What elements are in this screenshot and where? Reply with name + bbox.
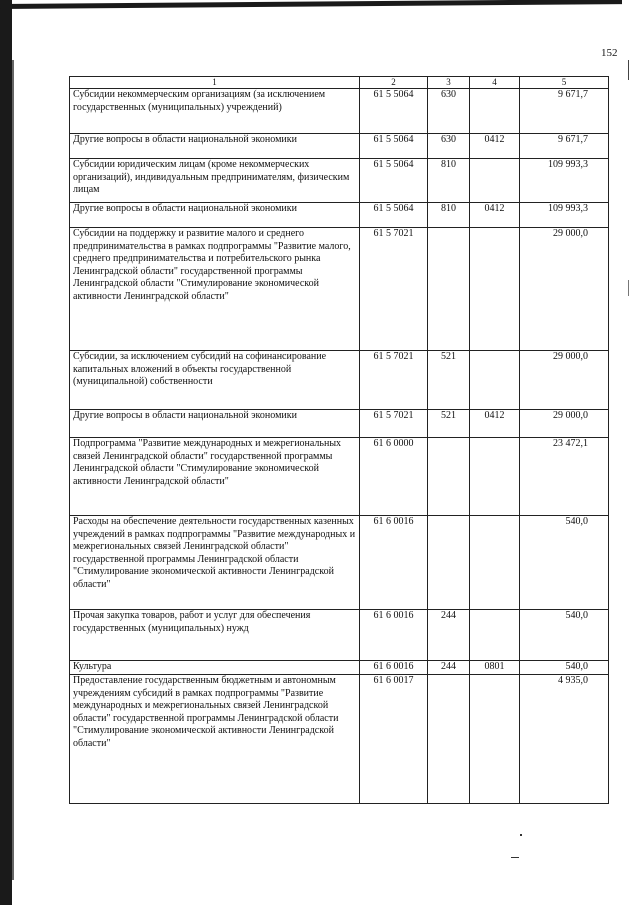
- scan-left-edge-line: [12, 60, 14, 880]
- row-code: 61 5 7021: [360, 351, 428, 410]
- header-cell: 2: [360, 77, 428, 89]
- header-cell: 5: [520, 77, 609, 89]
- row-type: [428, 516, 470, 610]
- row-amount: 9 671,7: [520, 134, 609, 159]
- header-cell: 3: [428, 77, 470, 89]
- row-code: 61 6 0000: [360, 438, 428, 516]
- row-type: 810: [428, 159, 470, 203]
- row-amount: 4 935,0: [520, 675, 609, 804]
- row-name: Субсидии юридическим лицам (кроме некоммерческих организаций), индивидуальным предпринимателям, физическим лицам: [70, 159, 360, 203]
- table-row: [70, 351, 609, 410]
- row-code: 61 6 0017: [360, 675, 428, 804]
- table-header-row: [70, 77, 609, 89]
- table-row: [70, 438, 609, 516]
- row-amount: 540,0: [520, 516, 609, 610]
- row-name: Другие вопросы в области национальной экономики: [70, 134, 360, 159]
- row-amount: 540,0: [520, 610, 609, 661]
- row-section: [470, 438, 520, 516]
- row-type: 521: [428, 410, 470, 438]
- row-code: 61 5 7021: [360, 410, 428, 438]
- row-type: 521: [428, 351, 470, 410]
- table-row: [70, 610, 609, 661]
- row-type: 630: [428, 134, 470, 159]
- row-amount: 9 671,7: [520, 89, 609, 134]
- row-type: 244: [428, 661, 470, 675]
- scan-top-border: [0, 0, 622, 9]
- row-amount: 109 993,3: [520, 203, 609, 228]
- row-type: 244: [428, 610, 470, 661]
- row-code: 61 5 5064: [360, 134, 428, 159]
- row-code: 61 6 0016: [360, 516, 428, 610]
- row-name: Культура: [70, 661, 360, 675]
- row-name: Подпрограмма "Развитие международных и межрегиональных связей Ленинградской области" государственной программы Ленинградской области "Стимулирование экономической активности Ленинградской области": [70, 438, 360, 516]
- budget-table: [69, 76, 609, 804]
- row-amount: 23 472,1: [520, 438, 609, 516]
- row-section: [470, 159, 520, 203]
- row-amount: 29 000,0: [520, 351, 609, 410]
- row-section: 0412: [470, 410, 520, 438]
- row-code: 61 5 5064: [360, 203, 428, 228]
- table-row: [70, 228, 609, 351]
- row-name: Другие вопросы в области национальной экономики: [70, 203, 360, 228]
- row-type: [428, 675, 470, 804]
- row-section: [470, 89, 520, 134]
- row-section: [470, 675, 520, 804]
- row-name: Субсидии, за исключением субсидий на софинансирование капитальных вложений в объекты государственной (муниципальной) собственности: [70, 351, 360, 410]
- row-section: [470, 228, 520, 351]
- row-name: Предоставление государственным бюджетным и автономным учреждениям субсидий в рамках подпрограммы "Развитие международных и межрегиональных связей Ленинградской области" государственной программы Ленинградской области "Стимулирование экономической активности Ленинградской области": [70, 675, 360, 804]
- row-name: Прочая закупка товаров, работ и услуг для обеспечения государственных (муниципальных) нужд: [70, 610, 360, 661]
- row-name: Другие вопросы в области национальной экономики: [70, 410, 360, 438]
- row-code: 61 6 0016: [360, 610, 428, 661]
- table-row: [70, 134, 609, 159]
- page-number: 152: [601, 47, 618, 59]
- row-amount: 29 000,0: [520, 410, 609, 438]
- row-type: 810: [428, 203, 470, 228]
- table-row: [70, 661, 609, 675]
- row-code: 61 5 7021: [360, 228, 428, 351]
- row-amount: 29 000,0: [520, 228, 609, 351]
- row-section: [470, 610, 520, 661]
- row-type: [428, 228, 470, 351]
- table-row: [70, 516, 609, 610]
- scan-dash-mark: [511, 857, 519, 858]
- row-name: Субсидии на поддержку и развитие малого и среднего предпринимательства в рамках подпрограммы "Развитие малого, среднего предпринимательства и потребительского рынка Ленинградской области" государственной программы Ленинградской области "Стимулирование экономической активности Ленинградской области": [70, 228, 360, 351]
- row-name: Субсидии некоммерческим организациям (за исключением государственных (муниципальных) учреждений): [70, 89, 360, 134]
- row-type: 630: [428, 89, 470, 134]
- row-code: 61 5 5064: [360, 159, 428, 203]
- header-cell: 4: [470, 77, 520, 89]
- row-section: 0412: [470, 134, 520, 159]
- table-row: [70, 203, 609, 228]
- row-section: 0801: [470, 661, 520, 675]
- table-row: [70, 410, 609, 438]
- row-amount: 540,0: [520, 661, 609, 675]
- table-row: [70, 159, 609, 203]
- row-code: 61 5 5064: [360, 89, 428, 134]
- scan-speck: [520, 834, 522, 836]
- row-section: [470, 351, 520, 410]
- scan-left-border: [0, 0, 12, 905]
- row-code: 61 6 0016: [360, 661, 428, 675]
- header-cell: 1: [70, 77, 360, 89]
- row-section: [470, 516, 520, 610]
- scan-right-mark: [628, 60, 629, 80]
- row-amount: 109 993,3: [520, 159, 609, 203]
- scan-right-mark: [628, 280, 629, 296]
- row-name: Расходы на обеспечение деятельности государственных казенных учреждений в рамках подпрограммы "Развитие международных и межрегиональных связей Ленинградской области" государственной программы Ленинградской области "Стимулирование экономической активности Ленинградской области": [70, 516, 360, 610]
- row-type: [428, 438, 470, 516]
- table-row: [70, 675, 609, 804]
- table-row: [70, 89, 609, 134]
- row-section: 0412: [470, 203, 520, 228]
